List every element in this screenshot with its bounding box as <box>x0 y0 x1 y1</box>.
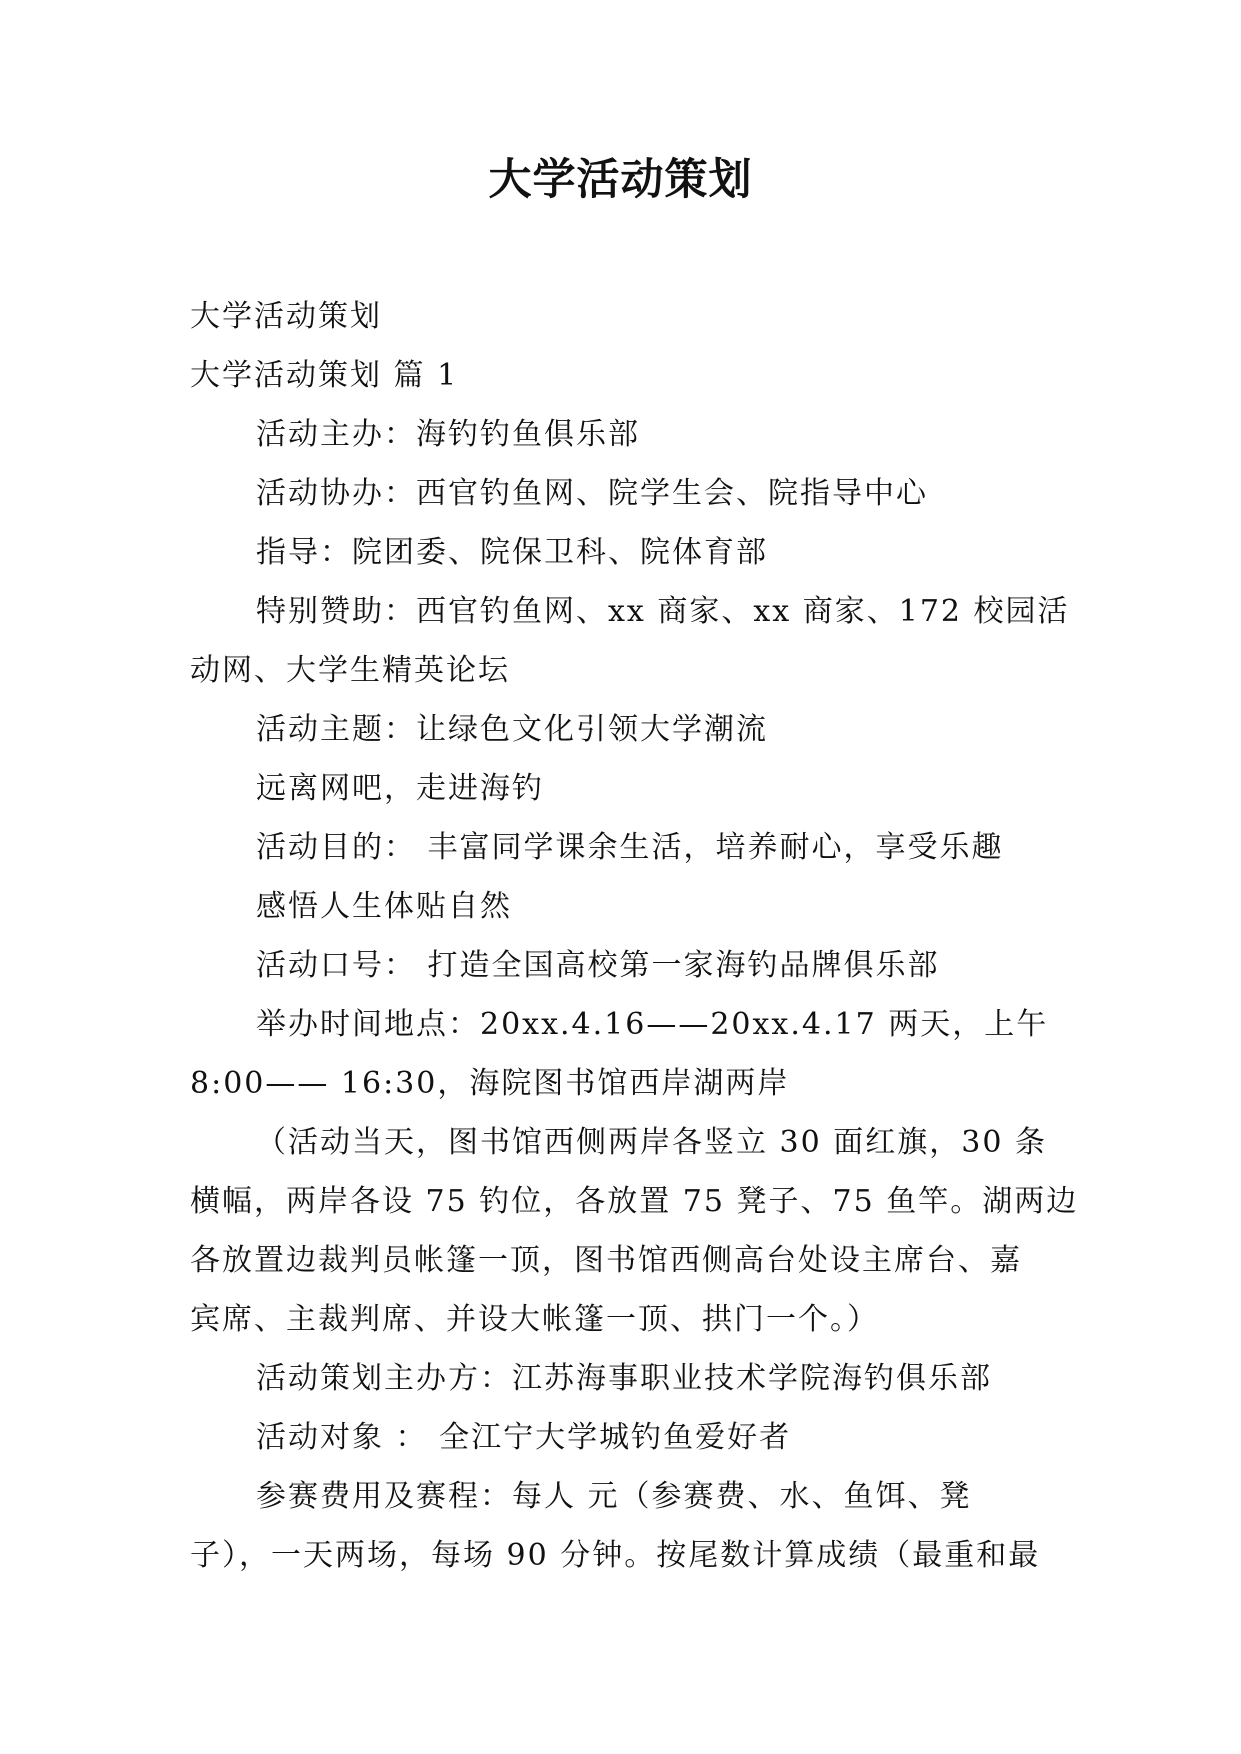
paragraph-line: 指导：院团委、院保卫科、院体育部 <box>256 535 768 570</box>
paragraph-line: 各放置边裁判员帐篷一顶，图书馆西侧高台处设主席台、嘉 <box>190 1243 1022 1278</box>
document-title: 大学活动策划 <box>488 155 753 205</box>
paragraph-line: 特别赞助：西官钓鱼网、xx 商家、xx 商家、172 校园活 <box>256 594 1070 629</box>
paragraph-line: 活动主题：让绿色文化引领大学潮流 <box>256 712 768 747</box>
paragraph-line: 活动目的： 丰富同学课余生活，培养耐心，享受乐趣 <box>256 830 1004 865</box>
paragraph-line: 感悟人生体贴自然 <box>256 889 512 924</box>
paragraph-line: 8:00—— 16:30，海院图书馆西岸湖两岸 <box>190 1066 790 1101</box>
document-body <box>190 287 1079 1585</box>
paragraph-line: 远离网吧，走进海钓 <box>256 771 544 806</box>
paragraph-line: 动网、大学生精英论坛 <box>190 653 510 688</box>
paragraph-line: 大学活动策划 <box>190 299 382 334</box>
paragraph-line: 大学活动策划 篇 1 <box>190 358 459 393</box>
paragraph-line: 活动对象 ： 全江宁大学城钓鱼爱好者 <box>256 1420 792 1455</box>
paragraph-line: 举办时间地点：20xx.4.16——20xx.4.17 两天，上午 <box>256 1007 1049 1042</box>
paragraph-line: 宾席、主裁判席、并设大帐篷一顶、拱门一个。） <box>190 1302 879 1337</box>
paragraph-line: 参赛费用及赛程：每人 元（参赛费、水、鱼饵、凳 <box>256 1479 972 1514</box>
paragraph-line: 活动协办：西官钓鱼网、院学生会、院指导中心 <box>256 476 928 511</box>
paragraph-line: 活动口号： 打造全国高校第一家海钓品牌俱乐部 <box>256 948 940 983</box>
paragraph-line: 横幅，两岸各设 75 钓位，各放置 75 凳子、75 鱼竿。湖两边 <box>190 1184 1079 1219</box>
paragraph-line: 活动策划主办方：江苏海事职业技术学院海钓俱乐部 <box>256 1361 992 1396</box>
paragraph-line: 活动主办：海钓钓鱼俱乐部 <box>256 417 640 452</box>
paragraph-line: （活动当天，图书馆西侧两岸各竖立 30 面红旗，30 条 <box>256 1125 1047 1160</box>
paragraph-line: 子），一天两场，每场 90 分钟。按尾数计算成绩（最重和最 <box>190 1538 1041 1573</box>
